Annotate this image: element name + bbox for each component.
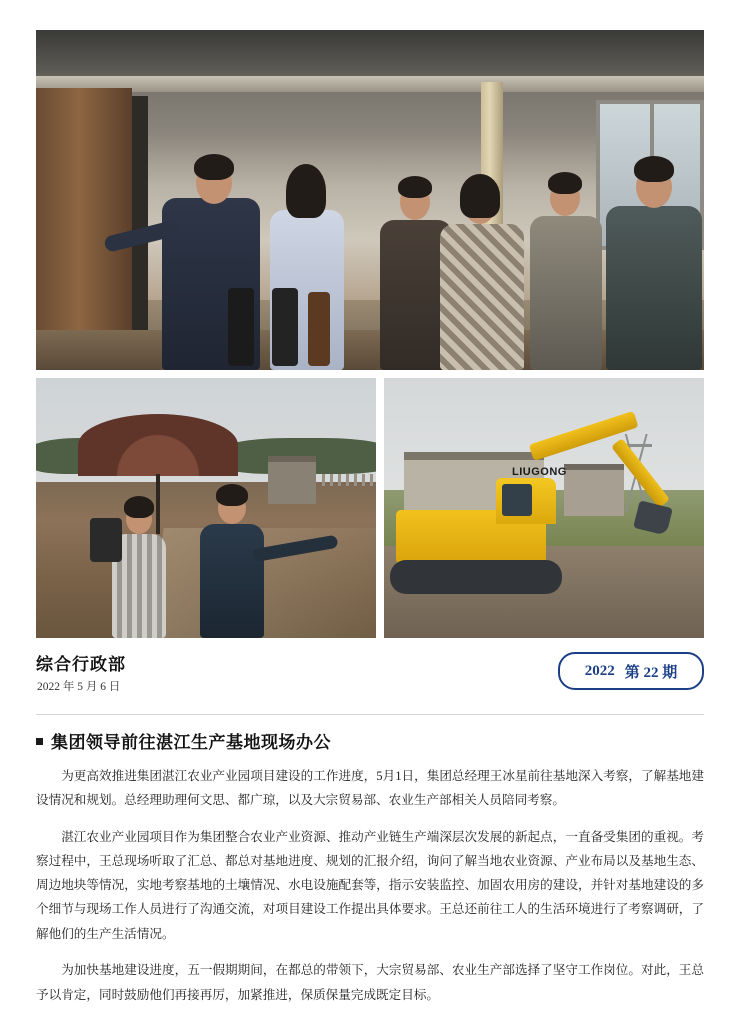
photo1-person-5-body <box>530 216 602 370</box>
photo2-person-2-body <box>200 524 264 638</box>
photo2-person-2-hair <box>216 484 248 506</box>
photo1-person-4-body <box>440 224 524 370</box>
article-paragraph: 为加快基地建设进度，五一假期期间，在都总的带领下，大宗贸易部、农业生产部选择了坚守工作岗位。对此，王总予以肯定，同时鼓励他们再接再厉，加紧推进，保质保量完成既定目标。 <box>36 963 704 1002</box>
photo3-excavator-brand: LIUGONG <box>512 466 567 478</box>
photo3-excavator-track <box>390 560 562 594</box>
photo1-beam <box>36 76 704 92</box>
photo1-person-3-hair <box>398 176 432 198</box>
photo2-person-1-hair <box>124 496 154 518</box>
article-paragraph: 湛江农业产业园项目作为集团整合农业产业资源、推动产业链生产端深层次发展的新起点，一直备受集团的重视。考察过程中，王总现场听取了汇总、都总对基地进度、规划的汇报介绍，询问了解当地农业资源、产业布局以及基地生态、周边地块等情况，实地考察基地的土壤情况、水电设施配套等，指示安装监控、加固农用房的建设，并针对基地建设的多个细节与现场工作人员进行了沟通交流，对项目建设工作提出具体要求。王总还前往工人的生活环境进行了考察调研，了解他们的生产生活情况。 <box>36 829 704 941</box>
photo1-person-6-body <box>606 206 702 370</box>
issue-number: 第 22 期 <box>624 664 678 681</box>
bullet-icon <box>36 738 43 745</box>
article <box>36 728 704 1019</box>
photo1-folded-umbrella-3 <box>308 292 330 366</box>
divider <box>36 714 704 715</box>
photo-row-bottom <box>36 378 704 638</box>
photo1-person-6 <box>602 122 704 370</box>
photo2-person-2 <box>196 468 272 638</box>
photo1-person-4 <box>434 140 530 370</box>
photo1-person-5-hair <box>548 172 582 194</box>
photo3-shed <box>564 464 624 516</box>
photo2-fence <box>322 474 376 486</box>
publication-date: 2022 年 5 月 6 日 <box>37 681 121 693</box>
photo1-door <box>36 88 132 370</box>
photo-field-umbrella <box>36 378 376 638</box>
photo2-umbrella <box>78 414 238 476</box>
photo1-person-5 <box>526 142 606 370</box>
photo-excavator <box>384 378 704 638</box>
photo-gallery <box>36 30 704 638</box>
department-name: 综合行政部 <box>36 655 126 674</box>
photo-site-meeting-indoor <box>36 30 704 370</box>
issue-badge <box>558 652 704 690</box>
photo3-excavator-window <box>502 484 532 516</box>
photo1-folded-umbrella-2 <box>272 288 298 366</box>
article-headline <box>36 728 704 753</box>
photo1-person-4-hair <box>460 174 500 218</box>
caption-bar <box>36 650 704 702</box>
photo2-bag <box>90 518 122 562</box>
photo1-person-2-hair <box>286 164 326 218</box>
issue-year: 2022 <box>584 662 615 679</box>
photo2-hut <box>268 456 316 504</box>
photo1-folded-umbrella-1 <box>228 288 254 366</box>
photo1-person-1-hair <box>194 154 234 180</box>
article-headline-text: 集团领导前往湛江生产基地现场办公 <box>51 733 331 752</box>
article-paragraph: 为更高效推进集团湛江农业产业园项目建设的工作进度，5月1日，集团总经理王冰星前往基地深入考察，了解基地建设情况和规划。总经理助理何文思、都广琼，以及大宗贸易部、农业生产部相关人员陪同考察。 <box>36 769 704 808</box>
photo1-person-6-hair <box>634 156 674 182</box>
